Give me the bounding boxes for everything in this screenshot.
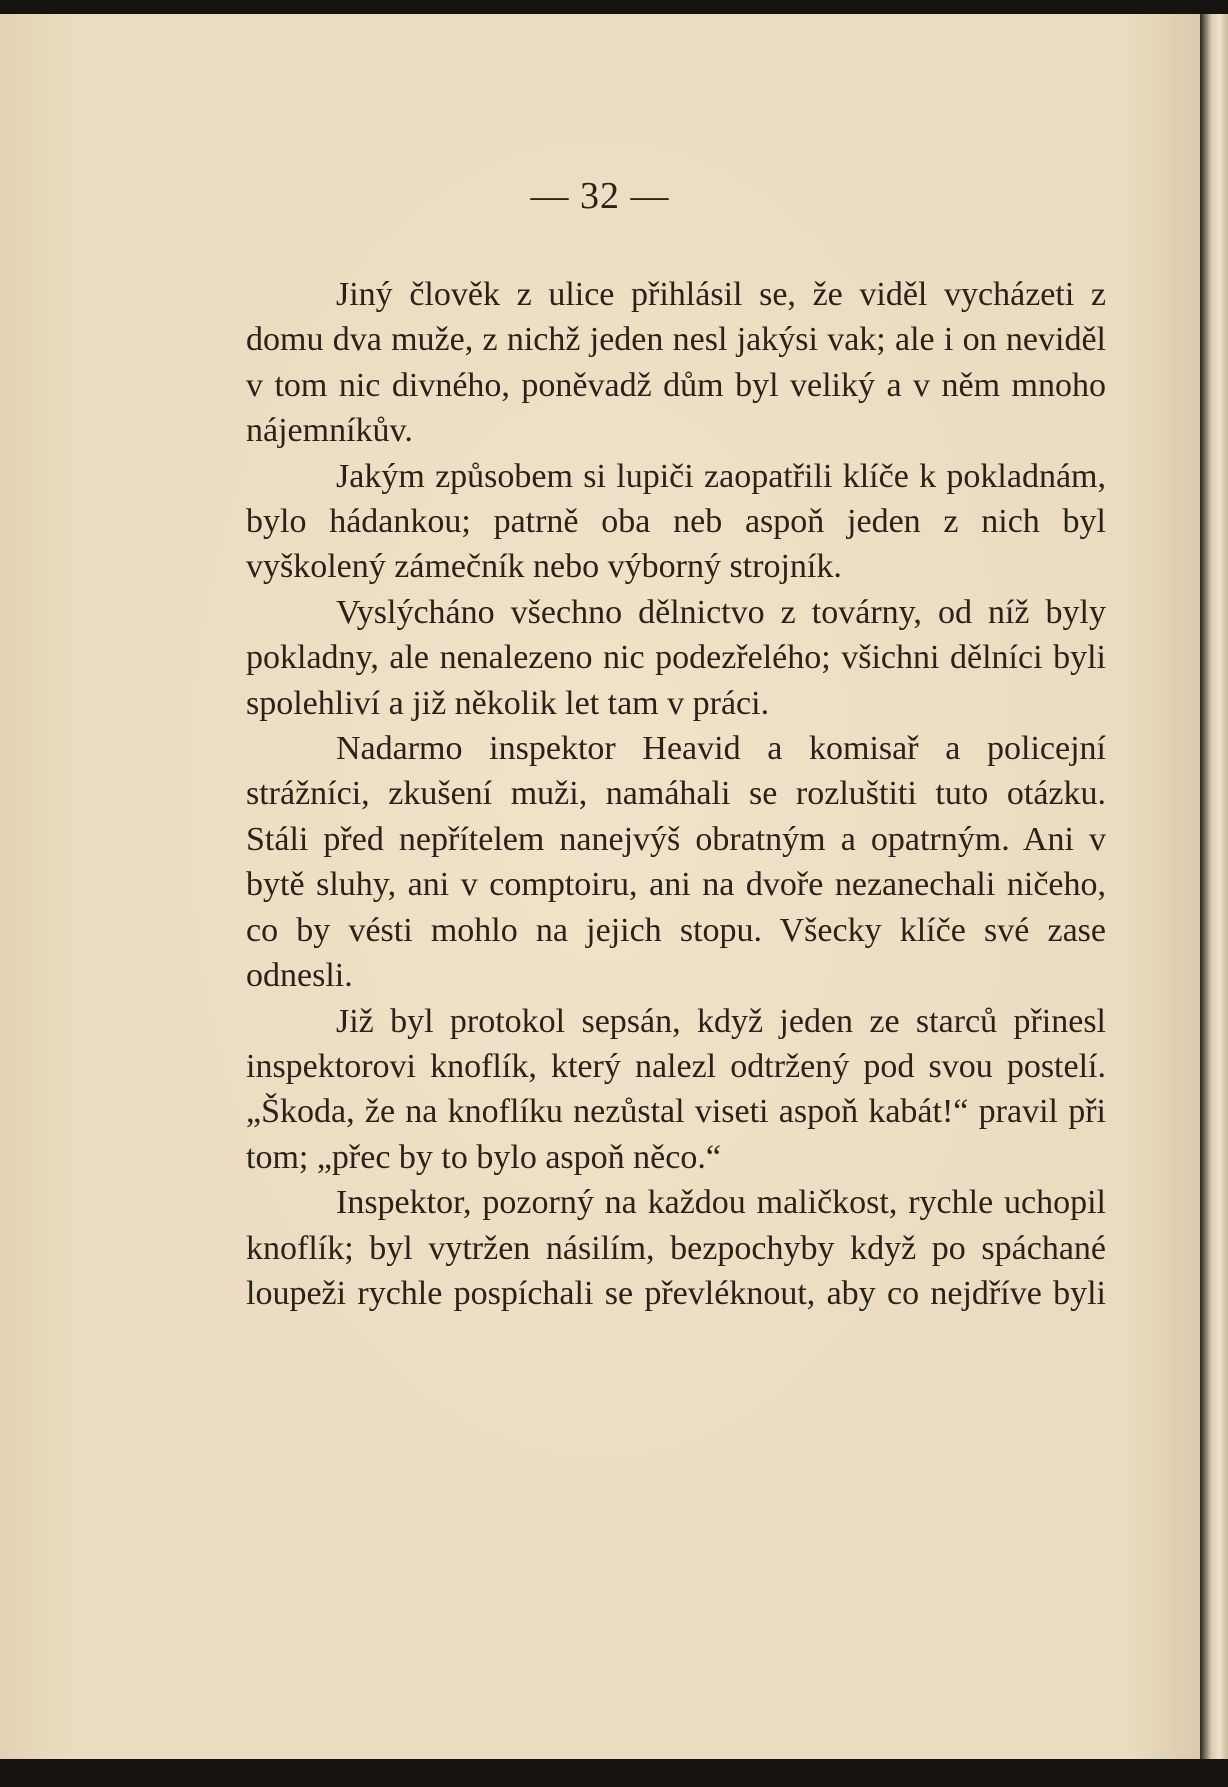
paragraph-1: Jiný člověk z ulice přihlásil se, že viděl vycházeti z domu dva muže, z nichž jeden nesl jakýsi vak; ale i on neviděl v tom nic divného, poněvadž dům byl veliký a v něm mnoho nájemníkův. [246, 276, 1106, 450]
page-number: — 32 — [530, 175, 670, 217]
book-page [0, 14, 1200, 1759]
paragraph-6: Inspektor, pozorný na každou maličkost, rychle uchopil knoflík; byl vytržen násilím, bezpochyby když po spáchané loupeži rychle pospíchali se převléknout, aby co nejdříve byli [246, 1184, 1106, 1312]
paragraph-2: Jakým způsobem si lupiči zaopatřili klíče k pokladnám, bylo hádankou; patrně oba neb aspoň jeden z nich byl vyškolený zámečník nebo výborný strojník. [246, 457, 1106, 586]
body-text [246, 272, 1106, 1316]
paragraph-4: Nadarmo inspektor Heavid a komisař a policejní strážníci, zkušení muži, namáhali se rozluštiti tuto otázku. Stáli před nepřítelem nanejvýš obratným a opatrným. Ani v bytě sluhy, ani v comptoiru, ani na dvoře nezanechali ničeho, co by vésti mohlo na jejich stopu. Všecky klíče své zase odnesli. [246, 730, 1106, 995]
paragraph-5: Již byl protokol sepsán, když jeden ze starců přinesl inspektorovi knoflík, který nalezl odtržený pod svou postelí. „Škoda, že na knoflíku nezůstal viseti aspoň kabát!“ pravil při tom; „přec by to bylo aspoň něco.“ [246, 1002, 1106, 1176]
binding-edge [1200, 14, 1228, 1759]
paragraph-3: Vyslýcháno všechno dělnictvo z továrny, od níž byly pokladny, ale nenalezeno nic podezřelého; všichni dělníci byli spolehliví a již několik let tam v práci. [246, 593, 1106, 722]
